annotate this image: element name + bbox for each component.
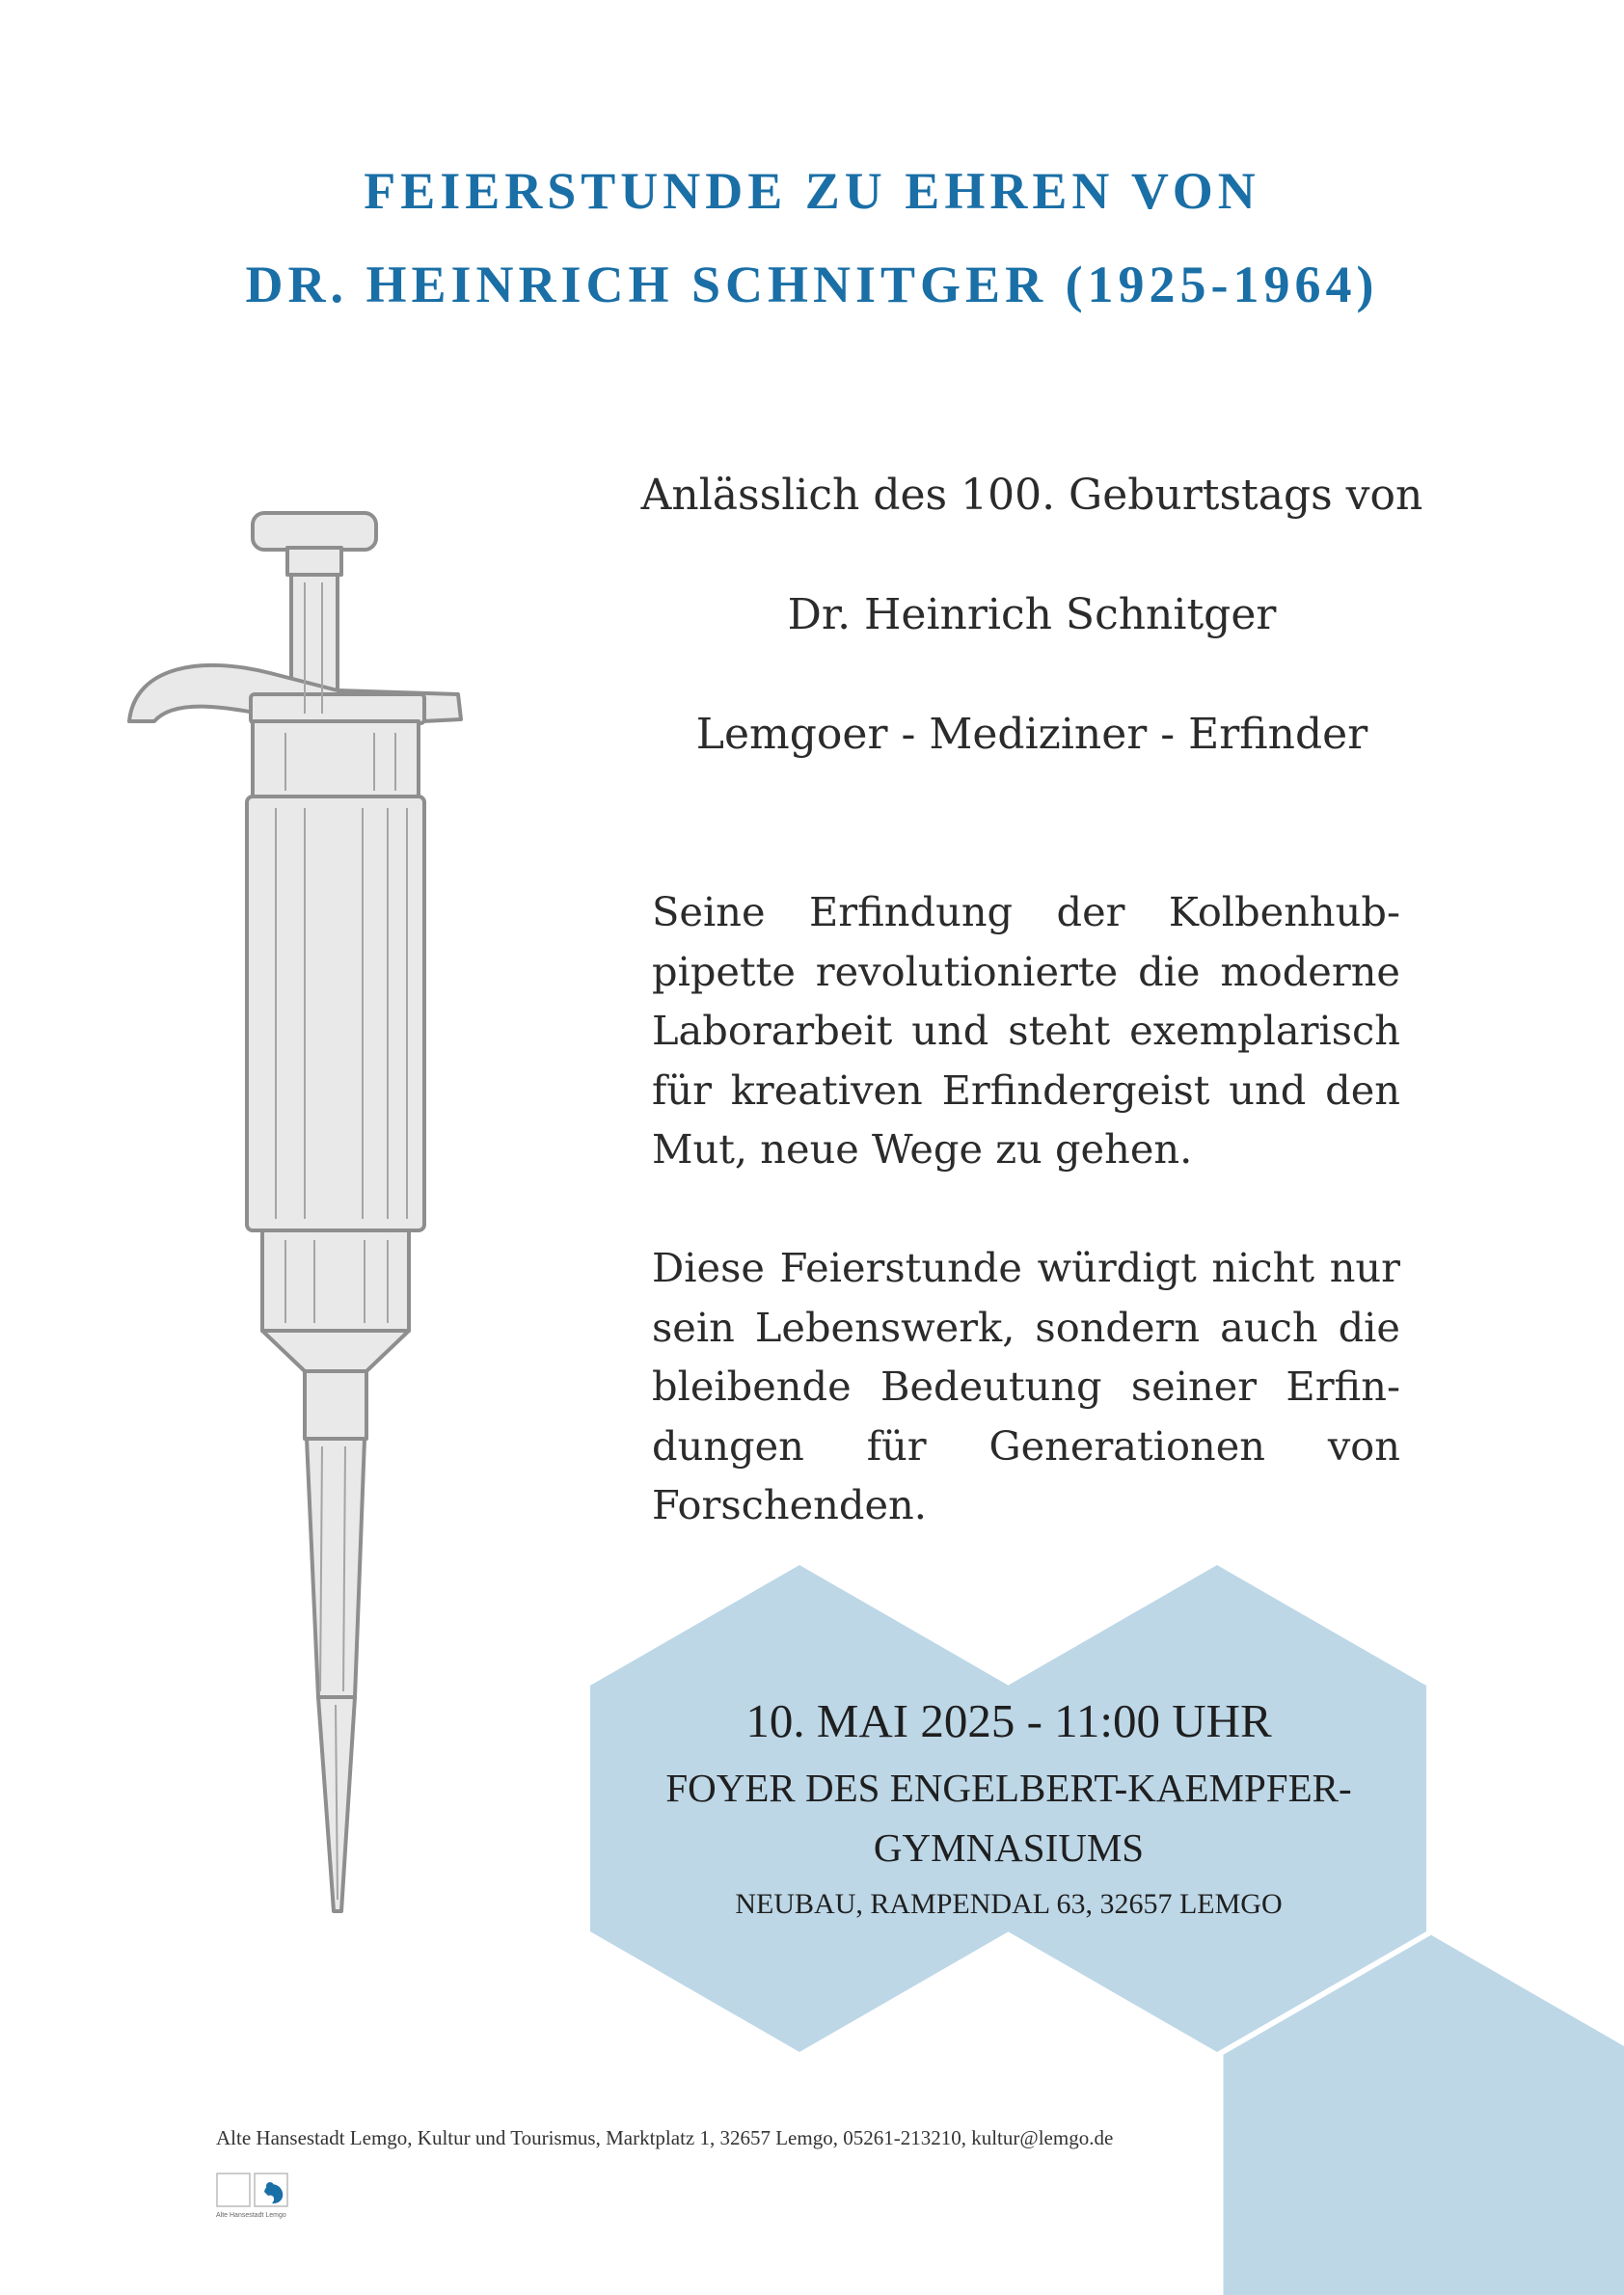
event-address: NEUBAU, RAMPENDAL 63, 32657 LEMGO <box>735 1888 1283 1920</box>
occasion-text: Anlässlich des 100. Geburtstags von <box>640 471 1423 520</box>
lemgo-logo <box>216 2173 293 2211</box>
logo-caption: Alte Hansestadt Lemgo <box>216 2212 286 2219</box>
event-venue-line-1: FOYER DES ENGELBERT-KAEMPFER- <box>665 1766 1352 1810</box>
title-line-1: FEIERSTUNDE ZU EHREN VON <box>364 162 1260 220</box>
honoree-roles: Lemgoer - Mediziner - Erfinder <box>695 710 1368 759</box>
event-venue-line-2: GYMNASIUMS <box>873 1825 1145 1870</box>
pipette-illustration <box>116 501 482 1929</box>
honoree-name: Dr. Heinrich Schnitger <box>787 590 1277 639</box>
paragraph-invention: Seine Erfindung der Kolbenhubpipette revolutionierte die moderne Laborarbeit und steht exemplarisch für kreativen Erfindergeist und den Mut, neue Wege zu gehen. <box>652 888 1400 1174</box>
paragraph-ceremony: Diese Feierstunde würdigt nicht nur sein Lebenswerk, sondern auch die bleibende Bedeutung seiner Erfindungen für Generationen von Forschenden. <box>652 1244 1400 1529</box>
event-datetime: 10. MAI 2025 - 11:00 UHR <box>745 1694 1272 1747</box>
title-line-2: DR. HEINRICH SCHNITGER (1925-1964) <box>245 256 1379 313</box>
footer-contact: Alte Hansestadt Lemgo, Kultur und Tourismus, Marktplatz 1, 32657 Lemgo, 05261-213210, kultur@lemgo.de <box>216 2126 1114 2149</box>
